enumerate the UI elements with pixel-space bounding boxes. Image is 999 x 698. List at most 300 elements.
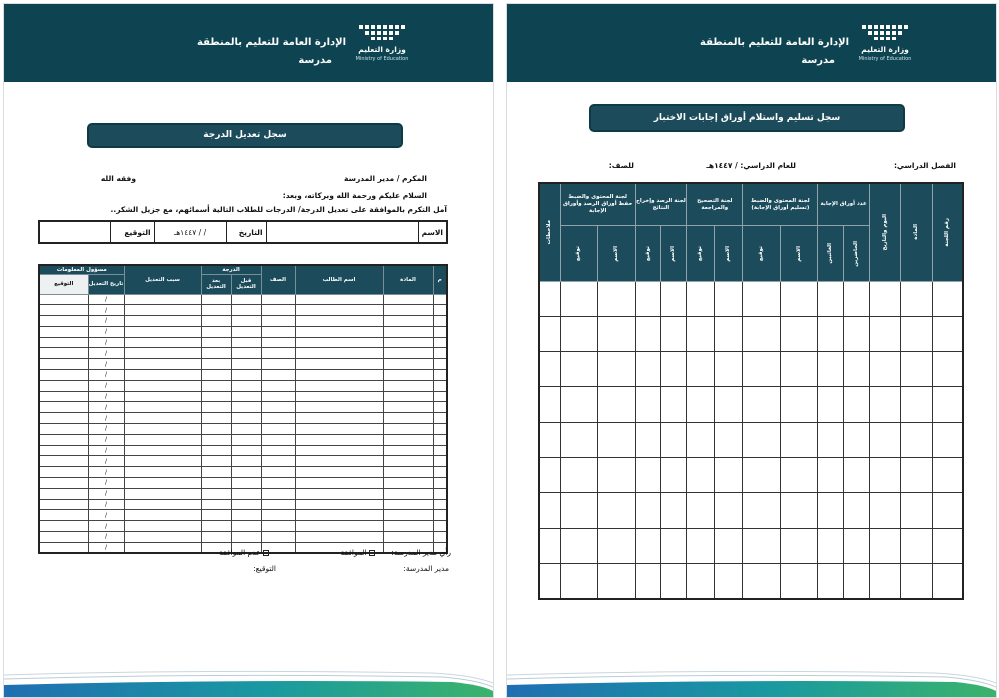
table-cell[interactable] bbox=[201, 348, 231, 359]
table-cell[interactable] bbox=[433, 510, 447, 521]
table-cell[interactable] bbox=[598, 281, 635, 316]
table-cell[interactable] bbox=[780, 281, 817, 316]
table-cell[interactable] bbox=[433, 402, 447, 413]
table-cell[interactable] bbox=[231, 510, 261, 521]
table-cell[interactable] bbox=[39, 542, 88, 553]
table-cell[interactable] bbox=[295, 305, 383, 316]
table-cell[interactable] bbox=[295, 316, 383, 327]
table-cell[interactable] bbox=[124, 445, 201, 456]
table-cell[interactable] bbox=[383, 467, 433, 478]
table-cell[interactable]: / bbox=[88, 542, 124, 553]
table-cell[interactable] bbox=[261, 510, 295, 521]
table-cell[interactable] bbox=[383, 316, 433, 327]
signature-field[interactable] bbox=[39, 221, 110, 243]
table-cell[interactable] bbox=[715, 528, 743, 563]
table-cell[interactable] bbox=[598, 352, 635, 387]
table-cell[interactable] bbox=[383, 380, 433, 391]
table-cell[interactable] bbox=[39, 370, 88, 381]
table-cell[interactable] bbox=[780, 316, 817, 351]
table-cell[interactable] bbox=[39, 337, 88, 348]
table-cell[interactable] bbox=[201, 478, 231, 489]
table-cell[interactable] bbox=[201, 488, 231, 499]
table-cell[interactable] bbox=[933, 281, 963, 316]
table-cell[interactable]: / bbox=[88, 402, 124, 413]
table-cell[interactable] bbox=[39, 478, 88, 489]
table-cell[interactable] bbox=[433, 337, 447, 348]
table-cell[interactable] bbox=[433, 305, 447, 316]
table-cell[interactable] bbox=[124, 326, 201, 337]
table-cell[interactable] bbox=[715, 563, 743, 598]
table-cell[interactable] bbox=[383, 337, 433, 348]
table-cell[interactable] bbox=[598, 457, 635, 492]
table-cell[interactable] bbox=[383, 348, 433, 359]
table-cell[interactable] bbox=[780, 493, 817, 528]
table-cell[interactable] bbox=[635, 493, 661, 528]
table-cell[interactable] bbox=[539, 316, 560, 351]
table-cell[interactable] bbox=[261, 478, 295, 489]
table-cell[interactable] bbox=[780, 563, 817, 598]
table-cell[interactable] bbox=[539, 563, 560, 598]
table-cell[interactable] bbox=[560, 493, 597, 528]
table-cell[interactable] bbox=[201, 359, 231, 370]
table-cell[interactable] bbox=[869, 457, 901, 492]
table-cell[interactable] bbox=[39, 305, 88, 316]
table-cell[interactable] bbox=[295, 478, 383, 489]
table-cell[interactable] bbox=[124, 499, 201, 510]
table-cell[interactable]: / bbox=[88, 532, 124, 543]
table-cell[interactable] bbox=[933, 493, 963, 528]
table-cell[interactable] bbox=[295, 532, 383, 543]
table-cell[interactable] bbox=[433, 370, 447, 381]
table-cell[interactable] bbox=[743, 563, 780, 598]
table-cell[interactable] bbox=[295, 488, 383, 499]
table-cell[interactable] bbox=[743, 387, 780, 422]
table-cell[interactable] bbox=[261, 359, 295, 370]
table-cell[interactable] bbox=[124, 413, 201, 424]
table-cell[interactable] bbox=[433, 445, 447, 456]
table-cell[interactable] bbox=[383, 532, 433, 543]
table-cell[interactable] bbox=[844, 563, 870, 598]
table-cell[interactable]: / bbox=[88, 413, 124, 424]
table-cell[interactable] bbox=[780, 422, 817, 457]
table-cell[interactable] bbox=[635, 387, 661, 422]
table-cell[interactable] bbox=[383, 370, 433, 381]
table-cell[interactable] bbox=[124, 488, 201, 499]
table-cell[interactable] bbox=[39, 413, 88, 424]
table-cell[interactable] bbox=[39, 424, 88, 435]
table-cell[interactable] bbox=[201, 467, 231, 478]
table-cell[interactable] bbox=[560, 316, 597, 351]
table-cell[interactable] bbox=[39, 499, 88, 510]
table-cell[interactable] bbox=[687, 387, 715, 422]
table-cell[interactable] bbox=[231, 348, 261, 359]
table-cell[interactable] bbox=[383, 478, 433, 489]
table-cell[interactable] bbox=[433, 326, 447, 337]
table-cell[interactable] bbox=[844, 387, 870, 422]
table-cell[interactable] bbox=[295, 521, 383, 532]
table-cell[interactable] bbox=[39, 456, 88, 467]
table-cell[interactable] bbox=[295, 499, 383, 510]
table-cell[interactable] bbox=[433, 348, 447, 359]
table-cell[interactable] bbox=[201, 445, 231, 456]
table-cell[interactable] bbox=[231, 380, 261, 391]
table-cell[interactable] bbox=[231, 521, 261, 532]
table-cell[interactable]: / bbox=[88, 456, 124, 467]
table-cell[interactable] bbox=[687, 563, 715, 598]
table-cell[interactable] bbox=[383, 402, 433, 413]
table-cell[interactable] bbox=[231, 445, 261, 456]
table-cell[interactable] bbox=[635, 352, 661, 387]
table-cell[interactable] bbox=[933, 316, 963, 351]
table-cell[interactable] bbox=[743, 457, 780, 492]
table-cell[interactable] bbox=[687, 316, 715, 351]
table-cell[interactable] bbox=[818, 281, 844, 316]
table-cell[interactable] bbox=[39, 380, 88, 391]
table-cell[interactable] bbox=[560, 422, 597, 457]
table-cell[interactable] bbox=[261, 488, 295, 499]
table-cell[interactable] bbox=[295, 467, 383, 478]
table-cell[interactable] bbox=[261, 532, 295, 543]
table-cell[interactable] bbox=[295, 294, 383, 305]
table-cell[interactable] bbox=[124, 478, 201, 489]
table-cell[interactable] bbox=[124, 434, 201, 445]
table-cell[interactable] bbox=[661, 281, 687, 316]
table-cell[interactable] bbox=[231, 499, 261, 510]
table-cell[interactable] bbox=[560, 563, 597, 598]
table-cell[interactable] bbox=[869, 316, 901, 351]
table-cell[interactable] bbox=[201, 370, 231, 381]
table-cell[interactable] bbox=[780, 457, 817, 492]
table-cell[interactable] bbox=[231, 391, 261, 402]
table-cell[interactable] bbox=[231, 316, 261, 327]
table-cell[interactable]: / bbox=[88, 380, 124, 391]
table-cell[interactable] bbox=[39, 434, 88, 445]
table-cell[interactable] bbox=[201, 402, 231, 413]
table-cell[interactable] bbox=[743, 316, 780, 351]
table-cell[interactable] bbox=[661, 387, 687, 422]
table-cell[interactable] bbox=[433, 532, 447, 543]
table-cell[interactable] bbox=[818, 352, 844, 387]
table-cell[interactable] bbox=[383, 456, 433, 467]
table-cell[interactable] bbox=[844, 422, 870, 457]
table-cell[interactable] bbox=[231, 424, 261, 435]
table-cell[interactable] bbox=[901, 457, 933, 492]
table-cell[interactable] bbox=[201, 499, 231, 510]
table-cell[interactable] bbox=[818, 457, 844, 492]
table-cell[interactable] bbox=[261, 380, 295, 391]
table-cell[interactable] bbox=[39, 402, 88, 413]
table-cell[interactable] bbox=[231, 456, 261, 467]
table-cell[interactable] bbox=[124, 456, 201, 467]
table-cell[interactable] bbox=[124, 337, 201, 348]
table-cell[interactable] bbox=[383, 499, 433, 510]
table-cell[interactable] bbox=[39, 488, 88, 499]
table-cell[interactable] bbox=[743, 422, 780, 457]
table-cell[interactable] bbox=[383, 413, 433, 424]
table-cell[interactable] bbox=[201, 326, 231, 337]
table-cell[interactable] bbox=[231, 359, 261, 370]
table-cell[interactable] bbox=[124, 532, 201, 543]
table-cell[interactable] bbox=[433, 359, 447, 370]
table-cell[interactable] bbox=[39, 348, 88, 359]
table-cell[interactable] bbox=[598, 528, 635, 563]
table-cell[interactable] bbox=[539, 281, 560, 316]
name-field[interactable] bbox=[266, 221, 418, 243]
table-cell[interactable] bbox=[743, 493, 780, 528]
table-cell[interactable] bbox=[295, 370, 383, 381]
table-cell[interactable] bbox=[124, 370, 201, 381]
table-cell[interactable] bbox=[383, 305, 433, 316]
table-cell[interactable] bbox=[933, 528, 963, 563]
table-cell[interactable] bbox=[295, 348, 383, 359]
table-cell[interactable] bbox=[433, 488, 447, 499]
table-cell[interactable] bbox=[231, 326, 261, 337]
table-cell[interactable] bbox=[261, 370, 295, 381]
table-cell[interactable] bbox=[201, 294, 231, 305]
table-cell[interactable] bbox=[231, 413, 261, 424]
reject-checkbox-icon[interactable] bbox=[263, 550, 269, 556]
table-cell[interactable] bbox=[231, 532, 261, 543]
table-cell[interactable] bbox=[295, 337, 383, 348]
table-cell[interactable] bbox=[818, 493, 844, 528]
table-cell[interactable] bbox=[715, 281, 743, 316]
table-cell[interactable] bbox=[901, 422, 933, 457]
table-cell[interactable] bbox=[715, 316, 743, 351]
table-cell[interactable] bbox=[39, 359, 88, 370]
table-cell[interactable] bbox=[844, 281, 870, 316]
table-cell[interactable] bbox=[661, 457, 687, 492]
table-cell[interactable] bbox=[901, 281, 933, 316]
table-cell[interactable] bbox=[231, 467, 261, 478]
table-cell[interactable] bbox=[201, 380, 231, 391]
table-cell[interactable] bbox=[598, 563, 635, 598]
table-cell[interactable] bbox=[231, 402, 261, 413]
table-cell[interactable] bbox=[661, 563, 687, 598]
table-cell[interactable] bbox=[261, 316, 295, 327]
table-cell[interactable] bbox=[869, 352, 901, 387]
table-cell[interactable] bbox=[901, 316, 933, 351]
table-cell[interactable] bbox=[818, 387, 844, 422]
table-cell[interactable] bbox=[39, 467, 88, 478]
table-cell[interactable] bbox=[539, 422, 560, 457]
table-cell[interactable] bbox=[844, 528, 870, 563]
table-cell[interactable]: / bbox=[88, 337, 124, 348]
table-cell[interactable] bbox=[295, 391, 383, 402]
table-cell[interactable] bbox=[901, 387, 933, 422]
table-cell[interactable]: / bbox=[88, 370, 124, 381]
table-cell[interactable] bbox=[687, 457, 715, 492]
table-cell[interactable] bbox=[560, 352, 597, 387]
table-cell[interactable] bbox=[598, 422, 635, 457]
table-cell[interactable] bbox=[261, 305, 295, 316]
table-cell[interactable] bbox=[901, 493, 933, 528]
table-cell[interactable] bbox=[201, 305, 231, 316]
table-cell[interactable] bbox=[687, 422, 715, 457]
table-cell[interactable] bbox=[433, 456, 447, 467]
table-cell[interactable] bbox=[124, 294, 201, 305]
table-cell[interactable] bbox=[261, 337, 295, 348]
table-cell[interactable] bbox=[201, 424, 231, 435]
table-cell[interactable] bbox=[433, 294, 447, 305]
table-cell[interactable] bbox=[715, 422, 743, 457]
approve-option[interactable] bbox=[341, 548, 375, 557]
table-cell[interactable] bbox=[231, 488, 261, 499]
table-cell[interactable] bbox=[124, 510, 201, 521]
table-cell[interactable]: / bbox=[88, 467, 124, 478]
table-cell[interactable] bbox=[39, 532, 88, 543]
table-cell[interactable] bbox=[201, 456, 231, 467]
table-cell[interactable] bbox=[261, 326, 295, 337]
table-cell[interactable]: / bbox=[88, 510, 124, 521]
table-cell[interactable] bbox=[383, 294, 433, 305]
table-cell[interactable] bbox=[201, 391, 231, 402]
table-cell[interactable] bbox=[869, 493, 901, 528]
table-cell[interactable] bbox=[433, 391, 447, 402]
table-cell[interactable] bbox=[661, 316, 687, 351]
table-cell[interactable] bbox=[715, 352, 743, 387]
table-cell[interactable]: / bbox=[88, 326, 124, 337]
table-cell[interactable] bbox=[433, 316, 447, 327]
table-cell[interactable] bbox=[433, 499, 447, 510]
table-cell[interactable] bbox=[124, 380, 201, 391]
table-cell[interactable] bbox=[231, 478, 261, 489]
table-cell[interactable] bbox=[124, 391, 201, 402]
table-cell[interactable]: / bbox=[88, 305, 124, 316]
date-field[interactable]: / / ١٤٤٧هـ bbox=[154, 221, 226, 243]
table-cell[interactable] bbox=[261, 499, 295, 510]
table-cell[interactable] bbox=[869, 563, 901, 598]
table-cell[interactable] bbox=[901, 352, 933, 387]
table-cell[interactable] bbox=[261, 348, 295, 359]
table-cell[interactable] bbox=[869, 387, 901, 422]
table-cell[interactable] bbox=[715, 457, 743, 492]
table-cell[interactable] bbox=[780, 528, 817, 563]
table-cell[interactable] bbox=[201, 532, 231, 543]
table-cell[interactable] bbox=[433, 413, 447, 424]
table-cell[interactable] bbox=[39, 316, 88, 327]
table-cell[interactable] bbox=[261, 521, 295, 532]
table-cell[interactable] bbox=[124, 348, 201, 359]
table-cell[interactable] bbox=[261, 434, 295, 445]
table-cell[interactable] bbox=[933, 563, 963, 598]
table-cell[interactable]: / bbox=[88, 488, 124, 499]
table-cell[interactable] bbox=[560, 281, 597, 316]
table-cell[interactable] bbox=[295, 424, 383, 435]
table-cell[interactable] bbox=[539, 457, 560, 492]
table-cell[interactable] bbox=[261, 467, 295, 478]
table-cell[interactable]: / bbox=[88, 445, 124, 456]
table-cell[interactable] bbox=[844, 493, 870, 528]
table-cell[interactable]: / bbox=[88, 359, 124, 370]
table-cell[interactable] bbox=[39, 521, 88, 532]
table-cell[interactable] bbox=[818, 422, 844, 457]
table-cell[interactable]: / bbox=[88, 391, 124, 402]
table-cell[interactable] bbox=[661, 422, 687, 457]
table-cell[interactable] bbox=[201, 413, 231, 424]
table-cell[interactable] bbox=[124, 402, 201, 413]
table-cell[interactable] bbox=[295, 434, 383, 445]
table-cell[interactable] bbox=[635, 316, 661, 351]
table-cell[interactable] bbox=[124, 424, 201, 435]
table-cell[interactable] bbox=[383, 326, 433, 337]
table-cell[interactable]: / bbox=[88, 434, 124, 445]
table-cell[interactable] bbox=[201, 337, 231, 348]
table-cell[interactable] bbox=[231, 294, 261, 305]
table-cell[interactable] bbox=[201, 521, 231, 532]
table-cell[interactable] bbox=[933, 352, 963, 387]
table-cell[interactable] bbox=[261, 456, 295, 467]
table-cell[interactable] bbox=[383, 434, 433, 445]
table-cell[interactable] bbox=[539, 387, 560, 422]
table-cell[interactable] bbox=[539, 352, 560, 387]
table-cell[interactable] bbox=[560, 528, 597, 563]
table-cell[interactable] bbox=[295, 456, 383, 467]
approve-checkbox-icon[interactable] bbox=[369, 550, 375, 556]
table-cell[interactable] bbox=[295, 326, 383, 337]
table-cell[interactable] bbox=[383, 488, 433, 499]
table-cell[interactable] bbox=[124, 542, 201, 553]
table-cell[interactable]: / bbox=[88, 478, 124, 489]
table-cell[interactable] bbox=[539, 493, 560, 528]
table-cell[interactable] bbox=[635, 563, 661, 598]
table-cell[interactable] bbox=[818, 528, 844, 563]
table-cell[interactable] bbox=[124, 305, 201, 316]
table-cell[interactable] bbox=[201, 316, 231, 327]
table-cell[interactable] bbox=[869, 422, 901, 457]
table-cell[interactable] bbox=[39, 510, 88, 521]
table-cell[interactable] bbox=[635, 422, 661, 457]
table-cell[interactable] bbox=[433, 467, 447, 478]
table-cell[interactable] bbox=[39, 391, 88, 402]
table-cell[interactable]: / bbox=[88, 316, 124, 327]
table-cell[interactable] bbox=[901, 528, 933, 563]
table-cell[interactable] bbox=[383, 424, 433, 435]
table-cell[interactable]: / bbox=[88, 521, 124, 532]
table-cell[interactable] bbox=[844, 316, 870, 351]
table-cell[interactable] bbox=[869, 281, 901, 316]
table-cell[interactable] bbox=[818, 316, 844, 351]
table-cell[interactable] bbox=[687, 493, 715, 528]
table-cell[interactable] bbox=[201, 434, 231, 445]
table-cell[interactable] bbox=[598, 493, 635, 528]
table-cell[interactable] bbox=[560, 457, 597, 492]
table-cell[interactable] bbox=[844, 352, 870, 387]
table-cell[interactable] bbox=[715, 387, 743, 422]
table-cell[interactable] bbox=[661, 493, 687, 528]
table-cell[interactable] bbox=[635, 281, 661, 316]
table-cell[interactable] bbox=[261, 445, 295, 456]
table-cell[interactable] bbox=[901, 563, 933, 598]
table-cell[interactable] bbox=[687, 528, 715, 563]
table-cell[interactable] bbox=[383, 445, 433, 456]
table-cell[interactable] bbox=[124, 359, 201, 370]
table-cell[interactable] bbox=[743, 352, 780, 387]
table-cell[interactable] bbox=[231, 337, 261, 348]
table-cell[interactable] bbox=[560, 387, 597, 422]
table-cell[interactable]: / bbox=[88, 348, 124, 359]
table-cell[interactable]: / bbox=[88, 499, 124, 510]
table-cell[interactable] bbox=[383, 391, 433, 402]
table-cell[interactable] bbox=[598, 316, 635, 351]
table-cell[interactable] bbox=[844, 457, 870, 492]
table-cell[interactable] bbox=[295, 380, 383, 391]
table-cell[interactable] bbox=[933, 457, 963, 492]
table-cell[interactable] bbox=[433, 478, 447, 489]
table-cell[interactable] bbox=[295, 413, 383, 424]
table-cell[interactable] bbox=[433, 424, 447, 435]
table-cell[interactable]: / bbox=[88, 294, 124, 305]
table-cell[interactable] bbox=[261, 402, 295, 413]
